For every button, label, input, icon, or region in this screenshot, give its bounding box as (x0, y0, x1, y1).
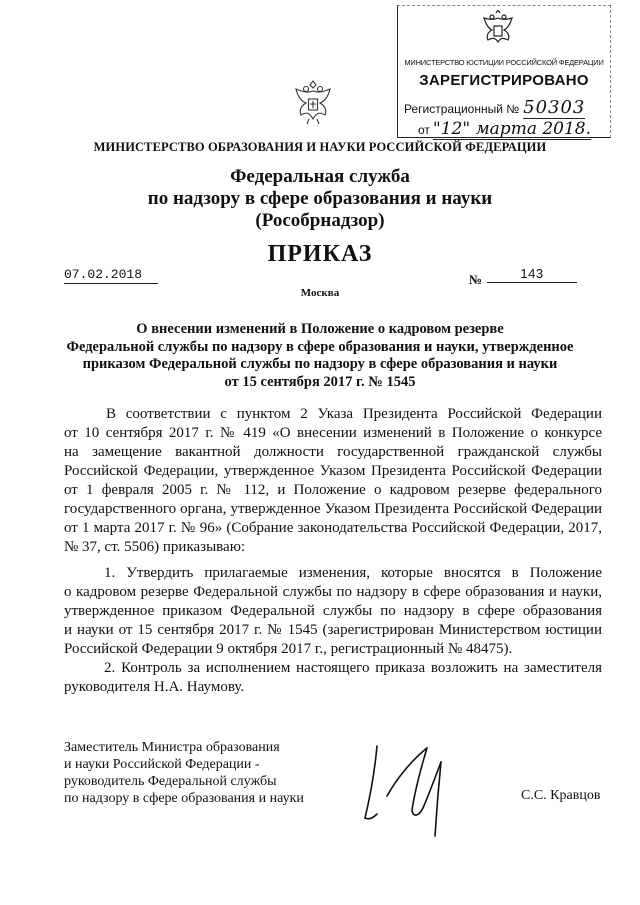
service-name (0, 166, 640, 232)
item-1-paragraph (64, 564, 602, 659)
document-type: ПРИКАЗ (267, 241, 373, 267)
stamp-registration-number (404, 97, 585, 118)
item-2-paragraph (64, 659, 602, 697)
service-line-3: (Рособрнадзор) (255, 210, 385, 231)
text-line: и науки от 15 сентября 2017 г. № 1545 (зарегистрирован Министерством юстиции (64, 622, 602, 638)
text-line: о кадровом резерве Федеральной службы по надзору в сфере образования и науки, (64, 584, 602, 600)
signer-position-line: руководитель Федеральной службы (64, 774, 277, 789)
stamp-reg-number: 50303 (523, 97, 586, 118)
text-line: утвержденное приказом Федеральной службы по надзору в сфере образования (64, 603, 602, 619)
stamp-reg-label: Регистрационный № (404, 102, 520, 116)
text-line: от 1 марта 2017 г. № 96» (Собрание законодательства Российской Федерации, 2017, (64, 520, 602, 536)
registration-stamp (397, 5, 611, 138)
stamp-date (418, 119, 591, 139)
signer-name: С.С. Кравцов (521, 788, 601, 803)
text-line: государственного органа, утвержденное Указом Президента Российской Федерации (64, 501, 602, 517)
ministry-header: МИНИСТЕРСТВО ОБРАЗОВАНИЯ И НАУКИ РОССИЙСКОЙ ФЕДЕРАЦИИ (93, 140, 547, 154)
signer-position-line: Заместитель Министра образования (64, 740, 280, 755)
text-line: 1. Утвердить прилагаемые изменения, которые вносятся в Положение (104, 565, 602, 581)
preamble-paragraph (64, 405, 602, 557)
text-line: от 10 сентября 2017 г. № 419 «О внесении изменений в Положение о конкурсе (64, 425, 602, 441)
stamp-ministry: МИНИСТЕРСТВО ЮСТИЦИИ РОССИЙСКОЙ ФЕДЕРАЦИИ (404, 58, 604, 67)
service-line-1: Федеральная служба (230, 166, 410, 187)
signer-position-line: по надзору в сфере образования и науки (64, 791, 304, 806)
text-line: 2. Контроль за исполнением настоящего приказа возложить на заместителя (104, 660, 602, 676)
stamp-emblem-icon (478, 10, 518, 50)
title-line: от 15 сентября 2017 г. № 1545 (224, 373, 416, 390)
text-line: на замещение вакантной должности государственной гражданской службы (64, 444, 602, 460)
text-line: руководителя Н.А. Наумову. (64, 679, 245, 695)
city: Москва (300, 287, 340, 299)
order-title (60, 321, 580, 391)
text-line: Российской Федерации, утвержденное Указом Президента Российской Федерации (64, 463, 602, 479)
order-number: 143 (487, 266, 577, 283)
coat-of-arms-icon (293, 79, 333, 125)
text-line: Российской Федерации 9 октября 2017 г., регистрационный № 48475). (64, 641, 513, 657)
text-line: от 1 февраля 2005 г. № 112, и Положение о кадровом резерве федерального (64, 482, 602, 498)
stamp-registered: ЗАРЕГИСТРИРОВАНО (419, 72, 589, 89)
service-line-2: по надзору в сфере образования и науки (147, 188, 493, 209)
title-line: приказом Федеральной службы по надзору в сфере образования и науки (82, 356, 558, 372)
title-line: Федеральной службы по надзору в сфере образования и науки, утвержденное (66, 338, 574, 355)
signer-position (64, 739, 304, 807)
order-number-label: № (469, 272, 483, 287)
text-line: № 37, ст. 5506) приказываю: (64, 539, 246, 555)
stamp-date-handwritten: "12" марта 2018. (432, 119, 592, 139)
text-line: В соответствии с пунктом 2 Указа Президента Российской Федерации (106, 406, 602, 422)
order-date: 07.02.2018 (64, 267, 158, 284)
signer-position-line: и науки Российской Федерации - (64, 757, 260, 772)
stamp-date-label: от (418, 123, 430, 137)
handwritten-signature (357, 738, 487, 838)
title-line: О внесении изменений в Положение о кадровом резерве (136, 321, 504, 337)
